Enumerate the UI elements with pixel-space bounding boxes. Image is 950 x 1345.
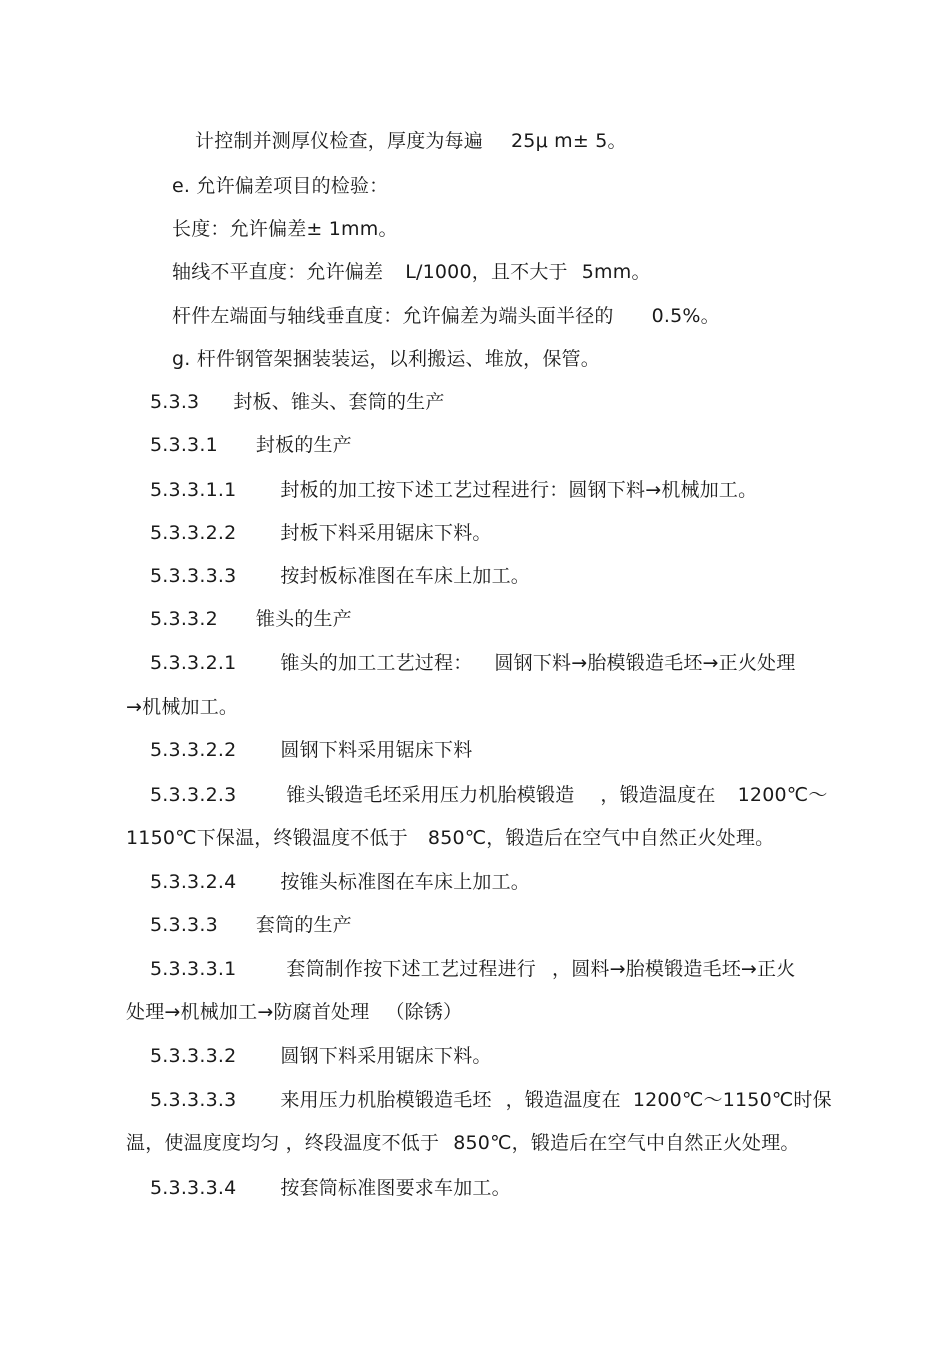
section-number: 5.3.3.3.4 bbox=[150, 1177, 237, 1199]
text-line bbox=[172, 259, 651, 285]
section-title: 锥头的生产 bbox=[255, 608, 352, 630]
section-number: 5.3.3.1.1 bbox=[150, 479, 237, 501]
line-value: 1200℃～1150℃时保 bbox=[632, 1089, 832, 1111]
line-text: 锥头锻造毛坯采用压力机胎模锻造 bbox=[286, 784, 575, 806]
section-number: 5.3.3.3.1 bbox=[150, 958, 237, 980]
line-text: ，圆料→胎模锻造毛坯→正火 bbox=[552, 958, 796, 980]
section-number: 5.3.3.3.2 bbox=[150, 1045, 237, 1067]
line-text: ，终段温度不低于 bbox=[285, 1132, 440, 1154]
text-line bbox=[172, 346, 600, 372]
text-line bbox=[172, 303, 720, 329]
line-text: 杆件左端面与轴线垂直度：允许偏差为端头面半径的 bbox=[172, 305, 614, 327]
line-text: 圆钢下料采用锯床下料 bbox=[280, 739, 473, 761]
text-line bbox=[172, 216, 398, 242]
line-text: 锥头的加工工艺过程： bbox=[280, 652, 473, 674]
line-text: 计控制并测厚仪检查，厚度为每遍 bbox=[195, 130, 484, 152]
text-line bbox=[150, 1043, 492, 1069]
line-value: 1200℃～ bbox=[737, 784, 828, 806]
section-title: 封板、锥头、套筒的生产 bbox=[233, 391, 445, 413]
text-line bbox=[150, 956, 795, 982]
text-line bbox=[126, 999, 462, 1025]
line-text: 封板的加工按下述工艺过程进行：圆钢下料→机械加工。 bbox=[280, 479, 758, 501]
text-line bbox=[150, 1175, 511, 1201]
text-line bbox=[195, 128, 627, 154]
line-text: 处理→机械加工→防腐首处理 bbox=[126, 1001, 370, 1023]
section-number: 5.3.3.2 bbox=[150, 608, 218, 630]
section-item-g: g. 杆件钢管架捆装装运，以利搬运、堆放，保管。 bbox=[172, 348, 600, 370]
line-text: 850℃，锻造后在空气中自然正火处理。 bbox=[453, 1132, 800, 1154]
text-line bbox=[150, 650, 795, 676]
section-item-e: e. 允许偏差项目的检验： bbox=[172, 175, 389, 197]
line-text: 按封板标准图在车床上加工。 bbox=[280, 565, 531, 587]
text-line bbox=[172, 173, 388, 199]
line-text: 长度：允许偏差± 1mm。 bbox=[172, 218, 398, 240]
text-line bbox=[150, 782, 828, 808]
section-number: 5.3.3.2.3 bbox=[150, 784, 237, 806]
section-number: 5.3.3.3.3 bbox=[150, 1089, 237, 1111]
text-line bbox=[126, 1130, 800, 1156]
section-title: 封板的生产 bbox=[255, 434, 352, 456]
section-number: 5.3.3.1 bbox=[150, 434, 218, 456]
section-number: 5.3.3.2.2 bbox=[150, 522, 237, 544]
line-value: 0.5%。 bbox=[651, 305, 720, 327]
line-text: 圆钢下料采用锯床下料。 bbox=[280, 1045, 492, 1067]
heading-line bbox=[150, 389, 445, 415]
section-number: 5.3.3.3.3 bbox=[150, 565, 237, 587]
text-line bbox=[150, 1087, 832, 1113]
text-line bbox=[126, 825, 774, 851]
section-number: 5.3.3 bbox=[150, 391, 200, 413]
line-text: 套筒制作按下述工艺过程进行 bbox=[286, 958, 537, 980]
heading-line bbox=[150, 432, 352, 458]
line-text: 轴线不平直度：允许偏差 bbox=[172, 261, 384, 283]
line-text: 来用压力机胎模锻造毛坯 bbox=[280, 1089, 492, 1111]
line-text: 按套筒标准图要求车加工。 bbox=[280, 1177, 511, 1199]
text-line bbox=[150, 737, 472, 763]
line-text: 1150℃下保温，终锻温度不低于 bbox=[126, 827, 408, 849]
section-number: 5.3.3.2.4 bbox=[150, 871, 237, 893]
text-line bbox=[150, 563, 530, 589]
section-number: 5.3.3.2.2 bbox=[150, 739, 237, 761]
text-line bbox=[126, 694, 238, 720]
line-text: →机械加工。 bbox=[126, 696, 239, 718]
text-line bbox=[150, 869, 530, 895]
line-value: 25μ m± 5。 bbox=[511, 130, 627, 152]
text-line bbox=[150, 520, 492, 546]
line-text: 封板下料采用锯床下料。 bbox=[280, 522, 492, 544]
heading-line bbox=[150, 606, 352, 632]
line-text: ，锻造温度在 bbox=[505, 1089, 621, 1111]
line-text: （除锈） bbox=[385, 1001, 463, 1023]
line-text: ，锻造温度在 bbox=[600, 784, 716, 806]
line-text: 温，使温度度均匀 bbox=[126, 1132, 280, 1154]
text-line bbox=[150, 477, 757, 503]
section-number: 5.3.3.2.1 bbox=[150, 652, 237, 674]
section-number: 5.3.3.3 bbox=[150, 914, 218, 936]
line-text: 按锥头标准图在车床上加工。 bbox=[280, 871, 531, 893]
section-title: 套筒的生产 bbox=[255, 914, 352, 936]
line-value: 5mm。 bbox=[581, 261, 651, 283]
line-text: 850℃，锻造后在空气中自然正火处理。 bbox=[427, 827, 775, 849]
line-value: L/1000，且不大于 bbox=[405, 261, 568, 283]
line-text: 圆钢下料→胎模锻造毛坯→正火处理 bbox=[494, 652, 796, 674]
heading-line bbox=[150, 912, 352, 938]
